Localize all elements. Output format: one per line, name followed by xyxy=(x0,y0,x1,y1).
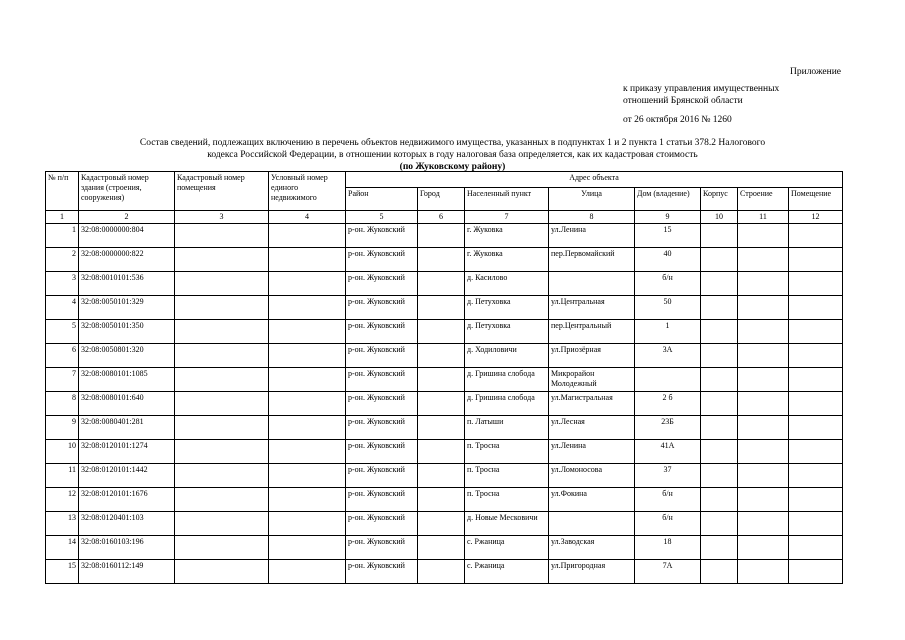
cell-house: 1 xyxy=(635,320,701,344)
cell-row-number: 9 xyxy=(46,416,79,440)
cell-cadastral-number: 32:08:0120101:1676 xyxy=(79,488,175,512)
cell-cadastral-number: 32:08:0080101:1085 xyxy=(79,368,175,392)
cell-stroenie xyxy=(738,488,789,512)
cell-settlement: п. Тросна xyxy=(465,440,549,464)
table-row xyxy=(46,440,843,464)
cell-row-number: 2 xyxy=(46,248,79,272)
cell-stroenie xyxy=(738,320,789,344)
table-row xyxy=(46,368,843,392)
cell-stroenie xyxy=(738,344,789,368)
cell-house: 50 xyxy=(635,296,701,320)
cell-settlement: д. Касилово xyxy=(465,272,549,296)
header-cadastral-room: Кадастровый номер помещения xyxy=(175,172,269,211)
cell-conditional-number xyxy=(269,368,346,392)
header-cadastral-building: Кадастровый номер здания (строения, сооружения) xyxy=(79,172,175,211)
cell-row-number: 11 xyxy=(46,464,79,488)
cell-row-number: 6 xyxy=(46,344,79,368)
cell-district: р-он. Жуковский xyxy=(346,416,418,440)
cell-conditional-number xyxy=(269,560,346,584)
cell-pomeshenie xyxy=(789,368,843,392)
cell-stroenie xyxy=(738,368,789,392)
column-number: 11 xyxy=(738,211,789,224)
cell-pomeshenie xyxy=(789,392,843,416)
cell-korpus xyxy=(701,560,738,584)
cell-district: р-он. Жуковский xyxy=(346,392,418,416)
cell-cadastral-number: 32:08:0000000:804 xyxy=(79,224,175,248)
cell-stroenie xyxy=(738,536,789,560)
cell-row-number: 10 xyxy=(46,440,79,464)
cell-district: р-он. Жуковский xyxy=(346,272,418,296)
table-row xyxy=(46,272,843,296)
header-settlement: Населенный пункт xyxy=(465,188,549,211)
cell-cadastral-number: 32:08:0050101:329 xyxy=(79,296,175,320)
header-city: Город xyxy=(418,188,465,211)
cell-korpus xyxy=(701,320,738,344)
cell-korpus xyxy=(701,488,738,512)
cell-district: р-он. Жуковский xyxy=(346,344,418,368)
cell-house: б/н xyxy=(635,488,701,512)
cell-pomeshenie xyxy=(789,560,843,584)
cell-conditional-number xyxy=(269,296,346,320)
cell-room-number xyxy=(175,320,269,344)
cell-korpus xyxy=(701,440,738,464)
cell-cadastral-number: 32:08:0160112:149 xyxy=(79,560,175,584)
cell-korpus xyxy=(701,392,738,416)
cell-district: р-он. Жуковский xyxy=(346,536,418,560)
cell-street xyxy=(549,512,635,536)
cell-district: р-он. Жуковский xyxy=(346,440,418,464)
cell-house: 15 xyxy=(635,224,701,248)
column-number: 1 xyxy=(46,211,79,224)
column-number: 6 xyxy=(418,211,465,224)
cell-room-number xyxy=(175,392,269,416)
document-title-line2: кодекса Российской Федерации, в отношении которых в году налоговая база определяется, как их кадастровая стоимость xyxy=(207,150,698,160)
cell-room-number xyxy=(175,464,269,488)
cell-settlement: г. Жуковка xyxy=(465,248,549,272)
cell-pomeshenie xyxy=(789,296,843,320)
cell-room-number xyxy=(175,440,269,464)
cell-conditional-number xyxy=(269,488,346,512)
cell-room-number xyxy=(175,272,269,296)
cell-district: р-он. Жуковский xyxy=(346,512,418,536)
column-number: 12 xyxy=(789,211,843,224)
cell-street: ул.Заводская xyxy=(549,536,635,560)
cell-settlement: п. Тросна xyxy=(465,488,549,512)
cell-room-number xyxy=(175,344,269,368)
cell-row-number: 1 xyxy=(46,224,79,248)
cell-settlement: п. Тросна xyxy=(465,464,549,488)
cell-stroenie xyxy=(738,392,789,416)
cell-house: 18 xyxy=(635,536,701,560)
cell-district: р-он. Жуковский xyxy=(346,368,418,392)
cell-settlement: д. Гришина слобода xyxy=(465,368,549,392)
table-row xyxy=(46,512,843,536)
table-row xyxy=(46,392,843,416)
cell-cadastral-number: 32:08:0050801:320 xyxy=(79,344,175,368)
order-reference-line1: к приказу управления имущественных xyxy=(623,84,780,94)
cell-cadastral-number: 32:08:0010101:536 xyxy=(79,272,175,296)
cell-row-number: 7 xyxy=(46,368,79,392)
column-number: 8 xyxy=(549,211,635,224)
cell-settlement: д. Петуховка xyxy=(465,320,549,344)
cell-stroenie xyxy=(738,464,789,488)
cell-house: б/н xyxy=(635,272,701,296)
cell-house: 7А xyxy=(635,560,701,584)
cell-city xyxy=(418,368,465,392)
cell-korpus xyxy=(701,368,738,392)
cell-room-number xyxy=(175,416,269,440)
cell-room-number xyxy=(175,488,269,512)
cell-pomeshenie xyxy=(789,536,843,560)
cell-city xyxy=(418,464,465,488)
header-stroenie: Строение xyxy=(738,188,789,211)
cell-stroenie xyxy=(738,440,789,464)
header-conditional-number: Условный номер единого недвижимого xyxy=(269,172,346,211)
cell-city xyxy=(418,512,465,536)
cell-stroenie xyxy=(738,296,789,320)
cell-settlement: г. Жуковка xyxy=(465,224,549,248)
cell-room-number xyxy=(175,536,269,560)
cell-row-number: 5 xyxy=(46,320,79,344)
table-row xyxy=(46,344,843,368)
cell-row-number: 14 xyxy=(46,536,79,560)
cell-street: ул.Лесная xyxy=(549,416,635,440)
cell-korpus xyxy=(701,344,738,368)
cell-house: 40 xyxy=(635,248,701,272)
cell-settlement: д. Новые Месковичи xyxy=(465,512,549,536)
property-table xyxy=(45,171,843,584)
cell-conditional-number xyxy=(269,416,346,440)
cell-conditional-number xyxy=(269,392,346,416)
cell-korpus xyxy=(701,416,738,440)
cell-stroenie xyxy=(738,512,789,536)
cell-cadastral-number: 32:08:0080401:281 xyxy=(79,416,175,440)
cell-row-number: 12 xyxy=(46,488,79,512)
cell-settlement: с. Ржаница xyxy=(465,560,549,584)
cell-cadastral-number: 32:08:0160103:196 xyxy=(79,536,175,560)
order-date: от 26 октября 2016 № 1260 xyxy=(623,115,732,125)
cell-city xyxy=(418,320,465,344)
cell-house: 23Б xyxy=(635,416,701,440)
cell-cadastral-number: 32:08:0120101:1442 xyxy=(79,464,175,488)
cell-settlement: д. Гришина слобода xyxy=(465,392,549,416)
header-num: № п/п xyxy=(46,172,79,211)
cell-conditional-number xyxy=(269,536,346,560)
table-row xyxy=(46,320,843,344)
table-row xyxy=(46,224,843,248)
cell-district: р-он. Жуковский xyxy=(346,464,418,488)
column-number: 2 xyxy=(79,211,175,224)
cell-korpus xyxy=(701,464,738,488)
cell-city xyxy=(418,440,465,464)
order-reference-line2: отношений Брянской области xyxy=(623,96,743,106)
cell-city xyxy=(418,248,465,272)
column-number: 7 xyxy=(465,211,549,224)
cell-street: ул.Магистральная xyxy=(549,392,635,416)
cell-city xyxy=(418,272,465,296)
cell-row-number: 4 xyxy=(46,296,79,320)
cell-settlement: п. Латыши xyxy=(465,416,549,440)
cell-street: ул.Центральная xyxy=(549,296,635,320)
cell-pomeshenie xyxy=(789,488,843,512)
column-number: 10 xyxy=(701,211,738,224)
cell-settlement: д. Ходиловичи xyxy=(465,344,549,368)
cell-city xyxy=(418,224,465,248)
cell-city xyxy=(418,560,465,584)
cell-room-number xyxy=(175,296,269,320)
cell-pomeshenie xyxy=(789,440,843,464)
cell-cadastral-number: 32:08:0000000:822 xyxy=(79,248,175,272)
table-row xyxy=(46,296,843,320)
cell-pomeshenie xyxy=(789,320,843,344)
cell-row-number: 15 xyxy=(46,560,79,584)
header-korpus: Корпус xyxy=(701,188,738,211)
cell-cadastral-number: 32:08:0120401:103 xyxy=(79,512,175,536)
cell-korpus xyxy=(701,248,738,272)
table-row xyxy=(46,416,843,440)
cell-conditional-number xyxy=(269,512,346,536)
cell-house: 41А xyxy=(635,440,701,464)
cell-city xyxy=(418,296,465,320)
cell-conditional-number xyxy=(269,248,346,272)
cell-city xyxy=(418,536,465,560)
cell-conditional-number xyxy=(269,440,346,464)
cell-cadastral-number: 32:08:0080101:640 xyxy=(79,392,175,416)
cell-row-number: 3 xyxy=(46,272,79,296)
cell-room-number xyxy=(175,248,269,272)
cell-cadastral-number: 32:08:0120101:1274 xyxy=(79,440,175,464)
cell-stroenie xyxy=(738,560,789,584)
cell-pomeshenie xyxy=(789,248,843,272)
cell-pomeshenie xyxy=(789,344,843,368)
cell-district: р-он. Жуковский xyxy=(346,560,418,584)
cell-conditional-number xyxy=(269,344,346,368)
header-street: Улица xyxy=(549,188,635,211)
cell-conditional-number xyxy=(269,320,346,344)
cell-room-number xyxy=(175,368,269,392)
cell-room-number xyxy=(175,560,269,584)
cell-pomeshenie xyxy=(789,464,843,488)
cell-settlement: с. Ржаница xyxy=(465,536,549,560)
column-number: 9 xyxy=(635,211,701,224)
cell-stroenie xyxy=(738,416,789,440)
cell-row-number: 8 xyxy=(46,392,79,416)
cell-room-number xyxy=(175,512,269,536)
table-row xyxy=(46,560,843,584)
cell-street: Микрорайон Молодежный xyxy=(549,368,635,392)
document-title-line1: Состав сведений, подлежащих включению в перечень объектов недвижимого имущества, указанных в подпунктах 1 и 2 пункта 1 статьи 378.2 Налогового xyxy=(139,138,766,148)
document-title-district: (по Жуковскому району) xyxy=(399,162,506,172)
cell-room-number xyxy=(175,224,269,248)
cell-district: р-он. Жуковский xyxy=(346,224,418,248)
cell-conditional-number xyxy=(269,224,346,248)
cell-house: б/н xyxy=(635,512,701,536)
cell-pomeshenie xyxy=(789,272,843,296)
cell-district: р-он. Жуковский xyxy=(346,320,418,344)
cell-korpus xyxy=(701,272,738,296)
header-address: Адрес объекта xyxy=(346,172,843,188)
cell-street xyxy=(549,272,635,296)
table-row xyxy=(46,488,843,512)
cell-city xyxy=(418,488,465,512)
cell-conditional-number xyxy=(269,464,346,488)
cell-settlement: д. Петуховка xyxy=(465,296,549,320)
column-number: 5 xyxy=(346,211,418,224)
header-house: Дом (владение) xyxy=(635,188,701,211)
cell-pomeshenie xyxy=(789,224,843,248)
cell-street: ул.Пригородная xyxy=(549,560,635,584)
cell-cadastral-number: 32:08:0050101:350 xyxy=(79,320,175,344)
table-row xyxy=(46,464,843,488)
header-district: Район xyxy=(346,188,418,211)
cell-stroenie xyxy=(738,224,789,248)
cell-house: 2 б xyxy=(635,392,701,416)
cell-korpus xyxy=(701,296,738,320)
cell-street: ул.Ленина xyxy=(549,440,635,464)
cell-stroenie xyxy=(738,272,789,296)
cell-korpus xyxy=(701,512,738,536)
header-pomeshenie: Помещение xyxy=(789,188,843,211)
cell-district: р-он. Жуковский xyxy=(346,296,418,320)
cell-street: ул.Приозёрная xyxy=(549,344,635,368)
column-number: 3 xyxy=(175,211,269,224)
cell-city xyxy=(418,344,465,368)
cell-korpus xyxy=(701,224,738,248)
cell-house: 3А xyxy=(635,344,701,368)
cell-house xyxy=(635,368,701,392)
column-number: 4 xyxy=(269,211,346,224)
cell-district: р-он. Жуковский xyxy=(346,248,418,272)
cell-city xyxy=(418,392,465,416)
cell-district: р-он. Жуковский xyxy=(346,488,418,512)
cell-pomeshenie xyxy=(789,512,843,536)
appendix-label: Приложение xyxy=(790,67,841,77)
cell-street: ул.Ленина xyxy=(549,224,635,248)
cell-street: ул.Ломоносова xyxy=(549,464,635,488)
cell-conditional-number xyxy=(269,272,346,296)
cell-pomeshenie xyxy=(789,416,843,440)
cell-row-number: 13 xyxy=(46,512,79,536)
table-row xyxy=(46,248,843,272)
cell-city xyxy=(418,416,465,440)
cell-stroenie xyxy=(738,248,789,272)
table-row xyxy=(46,536,843,560)
cell-korpus xyxy=(701,536,738,560)
cell-street: пер.Центральный xyxy=(549,320,635,344)
cell-street: ул.Фокина xyxy=(549,488,635,512)
cell-street: пер.Первомайский xyxy=(549,248,635,272)
cell-house: 37 xyxy=(635,464,701,488)
